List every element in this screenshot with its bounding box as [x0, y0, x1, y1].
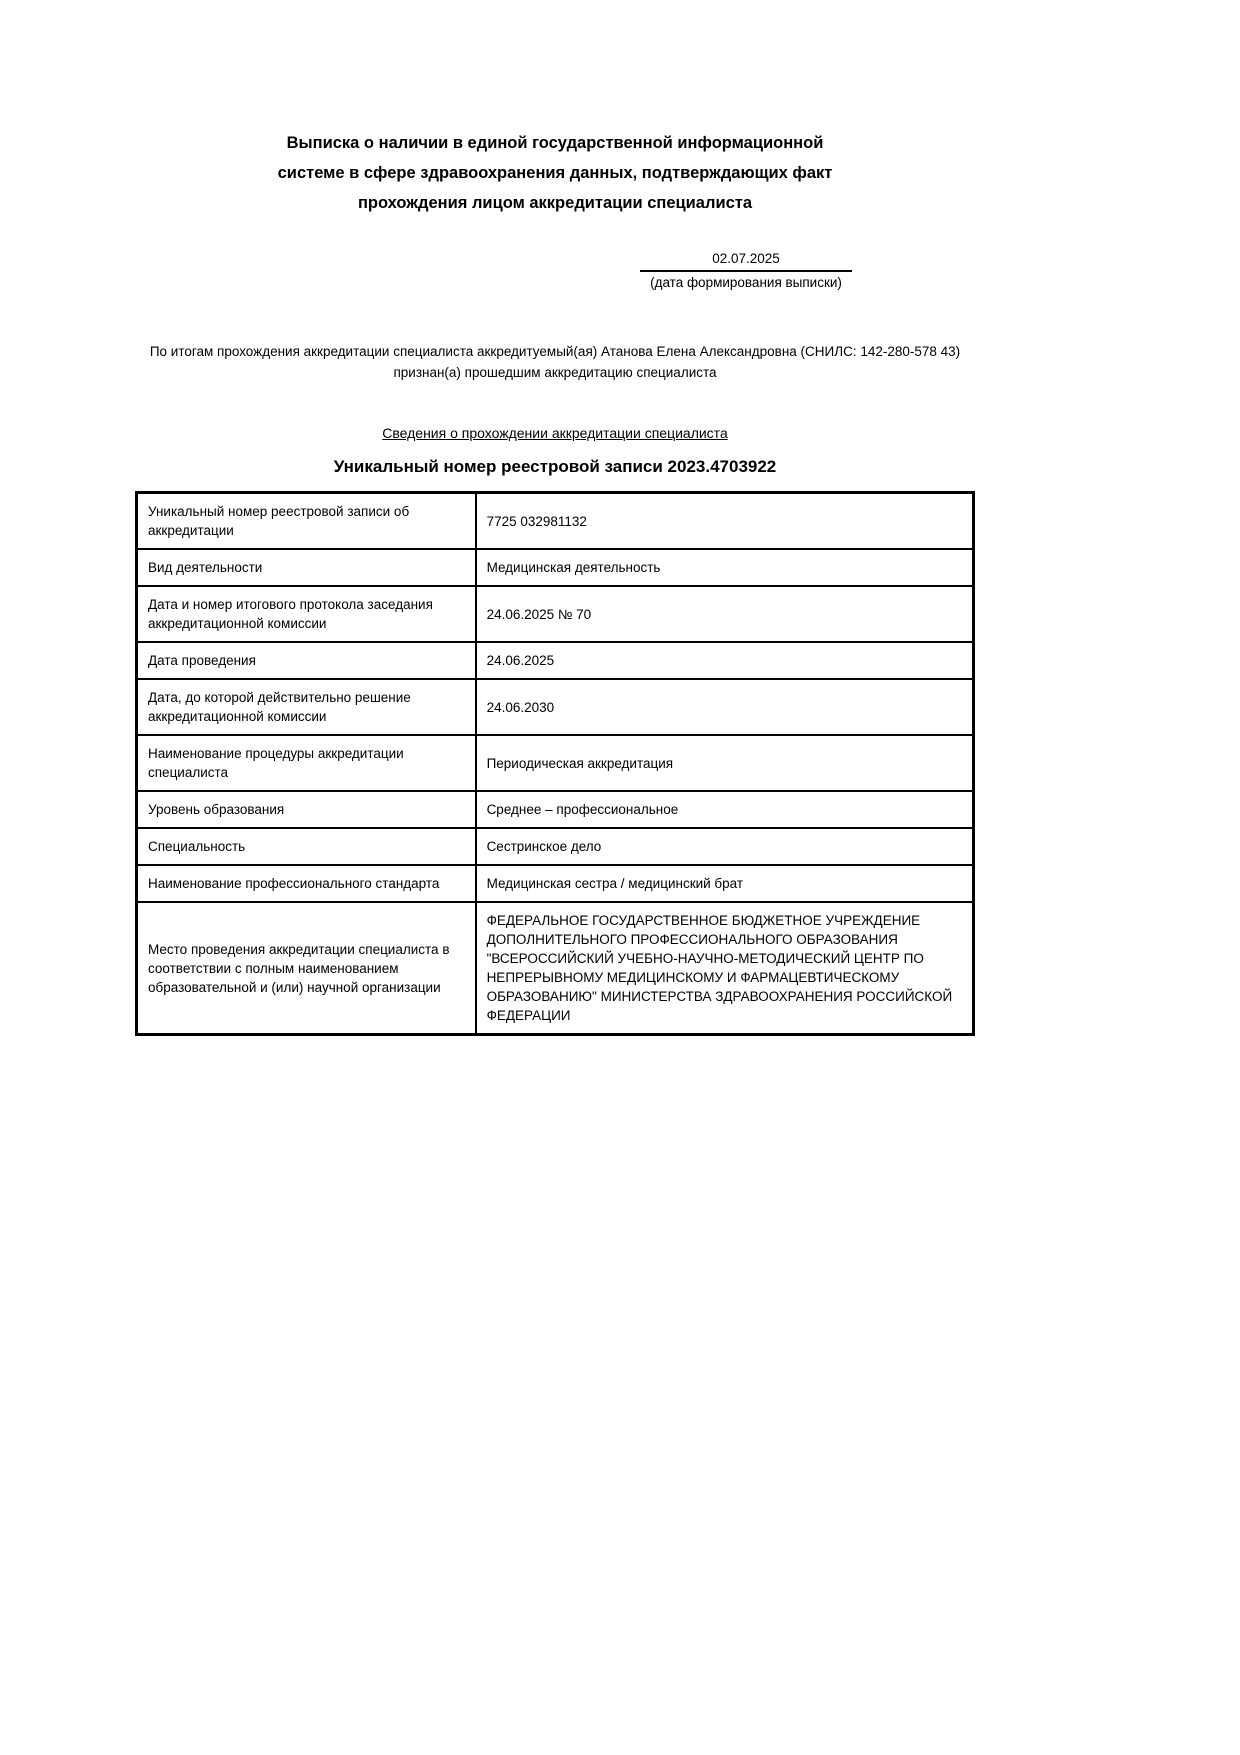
document-content — [135, 0, 975, 1036]
table-row — [137, 902, 974, 1035]
extract-date-caption: (дата формирования выписки) — [650, 275, 842, 290]
table-label-cell: Место проведения аккредитации специалиста в соответствии с полным наименованием образовательной и (или) научной организации — [137, 902, 476, 1035]
table-row — [137, 493, 974, 550]
table-row — [137, 586, 974, 642]
table-label-cell: Уровень образования — [137, 791, 476, 828]
table-label-cell: Дата проведения — [137, 642, 476, 679]
table-row — [137, 791, 974, 828]
table-value-cell: Медицинская деятельность — [476, 549, 974, 586]
table-label-cell: Наименование профессионального стандарта — [137, 865, 476, 902]
table-label-cell: Дата и номер итогового протокола заседания аккредитационной комиссии — [137, 586, 476, 642]
intro-paragraph: По итогам прохождения аккредитации специалиста аккредитуемый(ая) Атанова Елена Александровна (СНИЛС: 142-280-578 43) признан(а) прошедшим аккредитацию специалиста — [149, 344, 961, 380]
document-title-line: прохождения лицом аккредитации специалиста — [357, 194, 753, 212]
document-title — [135, 128, 975, 218]
table-row — [137, 828, 974, 865]
document-title-line: Выписка о наличии в единой государственной информационной — [286, 134, 824, 152]
table-label-cell: Дата, до которой действительно решение аккредитационной комиссии — [137, 679, 476, 735]
table-label-cell: Специальность — [137, 828, 476, 865]
extract-date: 02.07.2025 — [640, 250, 852, 272]
table-row — [137, 735, 974, 791]
table-row — [137, 679, 974, 735]
table-value-cell: Периодическая аккредитация — [476, 735, 974, 791]
table-value-cell: 24.06.2025 — [476, 642, 974, 679]
extract-date-block — [640, 250, 852, 291]
table-value-cell: 7725 032981132 — [476, 493, 974, 550]
table-label-cell: Наименование процедуры аккредитации специалиста — [137, 735, 476, 791]
document-title-line: системе в сфере здравоохранения данных, подтверждающих факт — [277, 164, 833, 182]
section-heading: Сведения о прохождении аккредитации специалиста — [382, 425, 728, 441]
table-value-cell: Медицинская сестра / медицинский брат — [476, 865, 974, 902]
table-value-cell: 24.06.2030 — [476, 679, 974, 735]
registry-number-heading: Уникальный номер реестровой записи 2023.4703922 — [333, 457, 777, 476]
table-value-cell: Сестринское дело — [476, 828, 974, 865]
table-row — [137, 549, 974, 586]
table-value-cell: ФЕДЕРАЛЬНОЕ ГОСУДАРСТВЕННОЕ БЮДЖЕТНОЕ УЧРЕЖДЕНИЕ ДОПОЛНИТЕЛЬНОГО ПРОФЕССИОНАЛЬНОГО ОБРАЗОВАНИЯ "ВСЕРОССИЙСКИЙ УЧЕБНО-НАУЧНО-МЕТОДИЧЕСКИЙ ЦЕНТР ПО НЕПРЕРЫВНОМУ МЕДИЦИНСКОМУ И ФАРМАЦЕВТИЧЕСКОМУ ОБРАЗОВАНИЮ" МИНИСТЕРСТВА ЗДРАВООХРАНЕНИЯ РОССИЙСКОЙ ФЕДЕРАЦИИ — [476, 902, 974, 1035]
table-label-cell: Уникальный номер реестровой записи об аккредитации — [137, 493, 476, 550]
table-value-cell: 24.06.2025 № 70 — [476, 586, 974, 642]
table-row — [137, 642, 974, 679]
accreditation-table — [135, 491, 975, 1036]
table-row — [137, 865, 974, 902]
table-value-cell: Среднее – профессиональное — [476, 791, 974, 828]
table-label-cell: Вид деятельности — [137, 549, 476, 586]
